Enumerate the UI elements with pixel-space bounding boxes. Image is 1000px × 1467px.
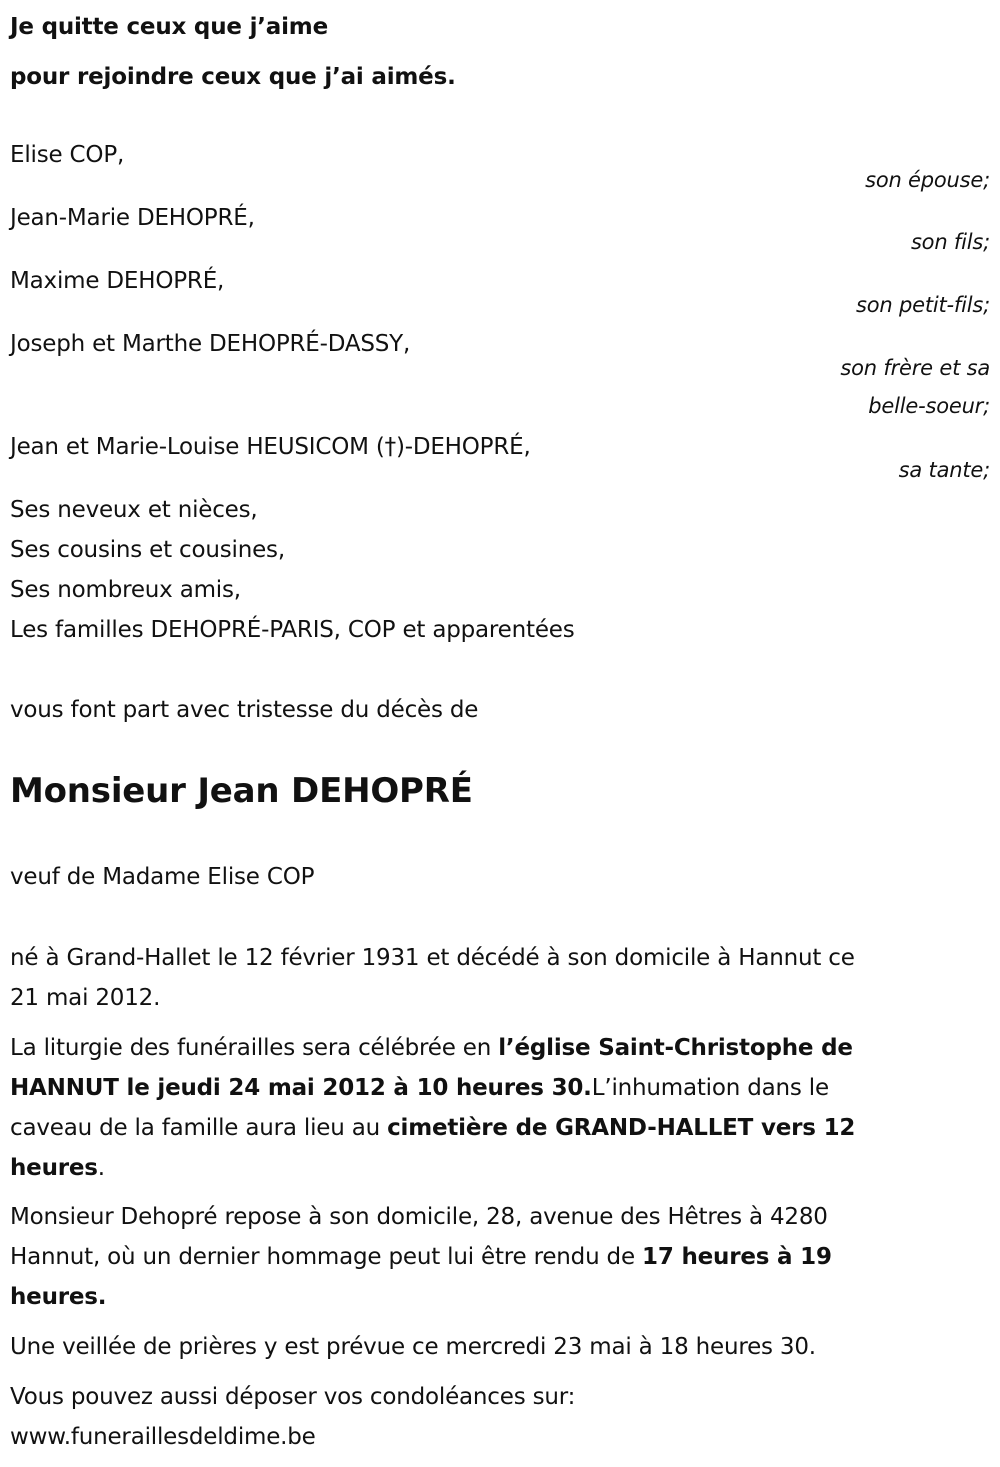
repose-line xyxy=(10,1243,832,1271)
epigraph-line: Je quitte ceux que j’aime xyxy=(10,14,328,40)
repose-line: heures. xyxy=(10,1284,107,1310)
family-name: Jean-Marie DEHOPRÉ, xyxy=(10,205,255,231)
birth-line: 21 mai 2012. xyxy=(10,985,161,1011)
family-name: Joseph et Marthe DEHOPRÉ-DASSY, xyxy=(10,331,411,357)
text: Hannut, où un dernier hommage peut lui être rendu de xyxy=(10,1244,643,1270)
cemetery: cimetière de GRAND-HALLET vers 12 xyxy=(387,1115,856,1141)
relatives-line: Ses neveux et nièces, xyxy=(10,497,258,523)
liturgy-line xyxy=(10,1034,853,1062)
family-relation: son petit-fils; xyxy=(856,293,990,317)
liturgy-line xyxy=(10,1114,855,1142)
visiting-hours: 17 heures à 19 xyxy=(642,1244,832,1270)
birth-line: né à Grand-Hallet le 12 février 1931 et décédé à son domicile à Hannut ce xyxy=(10,945,855,971)
deceased-name: Monsieur Jean DEHOPRÉ xyxy=(10,771,473,811)
liturgy-line xyxy=(10,1074,829,1102)
family-relation: son épouse; xyxy=(865,168,990,192)
family-relation: belle-soeur; xyxy=(868,394,990,418)
vigil-line: Une veillée de prières y est prévue ce mercredi 23 mai à 18 heures 30. xyxy=(10,1334,816,1360)
announcement: vous font part avec tristesse du décès de xyxy=(10,697,479,723)
text: L’inhumation dans le xyxy=(591,1075,829,1101)
condolences-link[interactable]: www.funeraillesdeldime.be xyxy=(10,1424,316,1450)
widower-line: veuf de Madame Elise COP xyxy=(10,864,315,890)
family-name: Maxime DEHOPRÉ, xyxy=(10,268,225,294)
text: . xyxy=(97,1155,105,1181)
family-name: Jean et Marie-Louise HEUSICOM (†)-DEHOPRÉ, xyxy=(10,434,531,460)
family-relation: son frère et sa xyxy=(840,356,990,380)
family-relation: sa tante; xyxy=(898,458,990,482)
relatives-line: Ses nombreux amis, xyxy=(10,577,241,603)
ceremony-time: HANNUT le jeudi 24 mai 2012 à 10 heures 30. xyxy=(10,1075,592,1101)
repose-line: Monsieur Dehopré repose à son domicile, 28, avenue des Hêtres à 4280 xyxy=(10,1204,828,1230)
cemetery: heures xyxy=(10,1155,98,1181)
epigraph-line: pour rejoindre ceux que j’ai aimés. xyxy=(10,64,456,90)
family-relation: son fils; xyxy=(910,230,990,254)
condolences-line: Vous pouvez aussi déposer vos condoléances sur: xyxy=(10,1384,576,1410)
church: l’église Saint-Christophe de xyxy=(498,1035,853,1061)
text: La liturgie des funérailles sera célébrée en xyxy=(10,1035,499,1061)
text: caveau de la famille aura lieu au xyxy=(10,1115,388,1141)
relatives-line: Les familles DEHOPRÉ-PARIS, COP et apparentées xyxy=(10,617,575,643)
liturgy-line xyxy=(10,1154,105,1182)
family-name: Elise COP, xyxy=(10,142,125,168)
relatives-line: Ses cousins et cousines, xyxy=(10,537,285,563)
